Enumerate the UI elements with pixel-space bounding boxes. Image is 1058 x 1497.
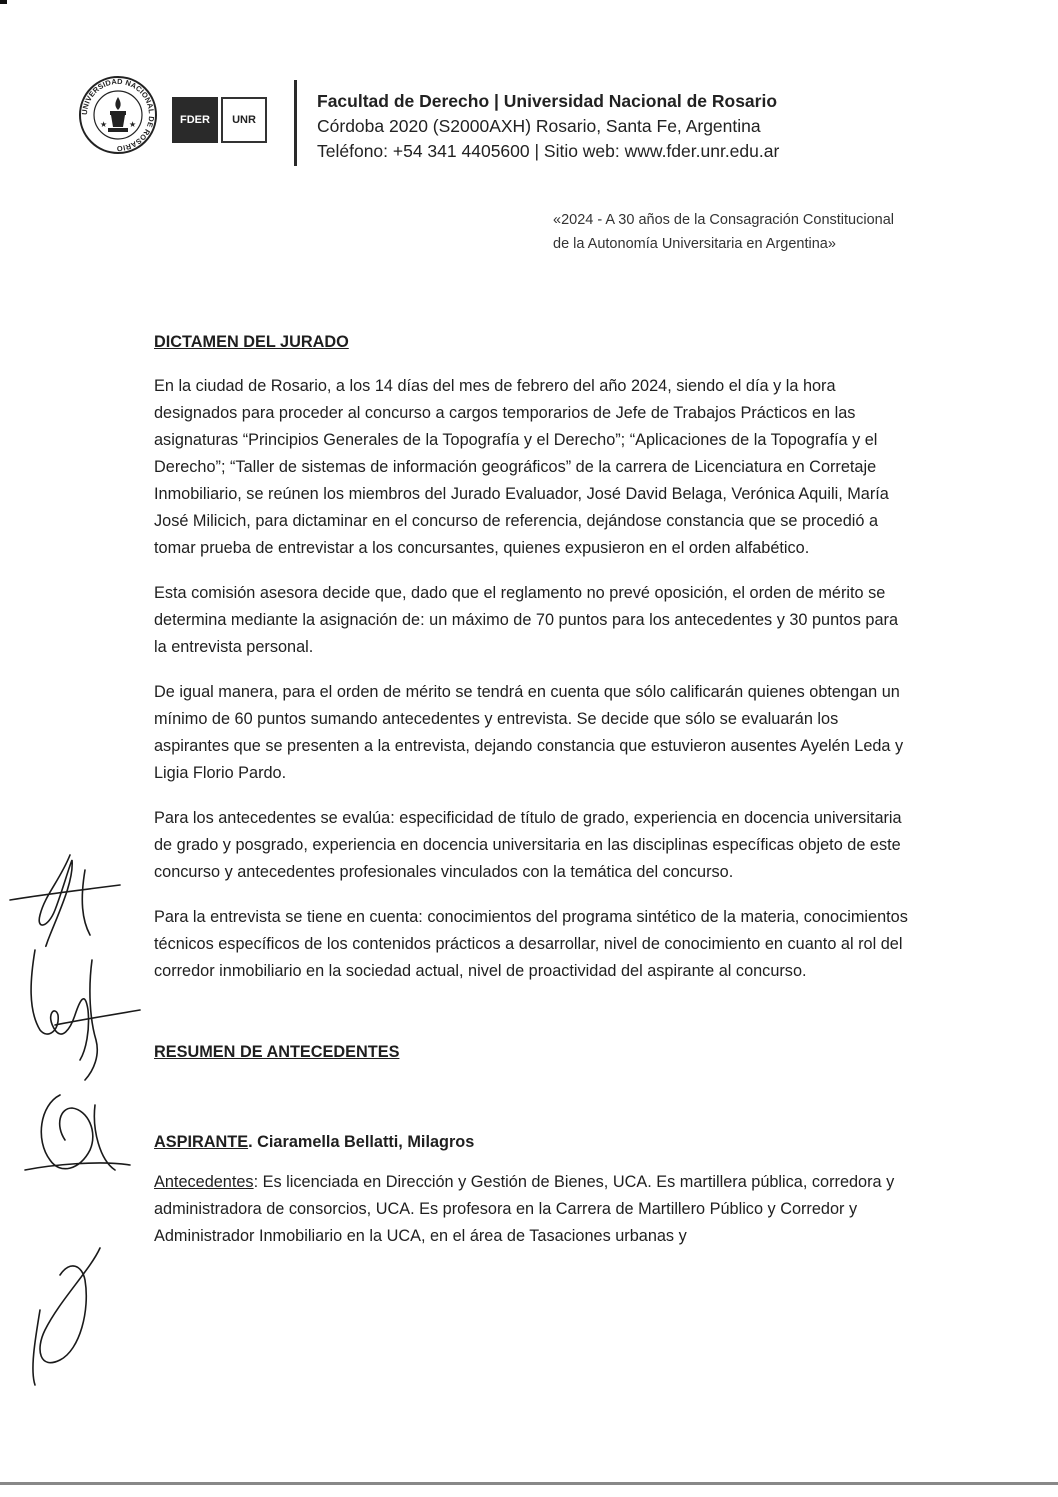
antecedentes-paragraph <box>154 1169 914 1250</box>
svg-text:★: ★ <box>100 120 108 129</box>
paragraph-entrevista-criteria: Para la entrevista se tiene en cuenta: conocimientos del programa sintético de la materia, conocimientos técnicos específicos de los contenidos prácticos a desarrollar, nivel de conocimiento en cuanto al rol del corredor inmobiliario en la sociedad actual, nivel de proactividad del aspirante al concurso. <box>154 908 908 980</box>
fder-logo: FDER <box>172 97 218 143</box>
signature-3-stroke-a <box>41 1095 93 1169</box>
header-divider <box>294 80 297 166</box>
scan-artifact <box>0 0 7 4</box>
signature-2-stroke-c <box>55 1010 140 1025</box>
unr-logo: UNR <box>221 97 267 143</box>
antecedentes-text: : Es licenciada en Dirección y Gestión de Bienes, UCA. Es martillera pública, corredora y administradora de consorcios, UCA. Es profesora en la Carrera de Martillero Público y Corredor y Administrador Inmobiliario en la UCA, en el área de Tasaciones urbanas y <box>154 1173 895 1245</box>
handwritten-signatures <box>0 840 160 1400</box>
document-body <box>154 330 914 1250</box>
signature-2-stroke-b <box>85 960 97 1080</box>
signature-4-stroke-a <box>40 1248 100 1363</box>
letterhead <box>317 89 779 164</box>
motto-line-2: de la Autonomía Universitaria en Argentina» <box>553 236 836 252</box>
paragraph-session: En la ciudad de Rosario, a los 14 días del mes de febrero del año 2024, siendo el día y la hora designados para proceder al concurso a cargos temporarios de Jefe de Trabajos Prácticos en las asignaturas “Principios Generales de la Topografía y el Derecho”; “Aplicaciones de la Topografía y el Derecho”; “Taller de sistemas de información geográficos” de la carrera de Licenciatura en Corretaje Inmobiliario, se reúnen los miembros del Jurado Evaluador, José David Belaga, Verónica Aquili, María José Milicich, para dictaminar en el concurso de referencia, dejándose constancia que se procedió a tomar prueba de entrevistar a los concursantes, quienes expusieron en el orden alfabético. <box>154 377 889 557</box>
motto-line-1: «2024 - A 30 años de la Consagración Constitucional <box>553 212 894 228</box>
signature-4-stroke-b <box>33 1310 40 1385</box>
institution-address: Córdoba 2020 (S2000AXH) Rosario, Santa Fe, Argentina <box>317 116 761 136</box>
resumen-title: RESUMEN DE ANTECEDENTES <box>154 1043 400 1061</box>
svg-text:★: ★ <box>129 120 137 129</box>
signature-3-stroke-b <box>94 1105 115 1170</box>
institution-name: Facultad de Derecho | Universidad Nacional de Rosario <box>317 91 778 111</box>
antecedentes-label: Antecedentes <box>154 1173 254 1191</box>
aspirante-label: ASPIRANTE <box>154 1133 249 1151</box>
signature-1-stroke-c <box>82 870 90 935</box>
dictamen-title: DICTAMEN DEL JURADO <box>154 333 349 351</box>
scan-page-edge <box>0 1482 1058 1485</box>
paragraph-scoring: Esta comisión asesora decide que, dado que el reglamento no prevé oposición, el orden de mérito se determina mediante la asignación de: un máximo de 70 puntos para los antecedentes y 30 puntos para la entrevista personal. <box>154 584 898 656</box>
signature-2-stroke-a <box>31 950 88 1060</box>
institution-contact: Teléfono: +54 341 4405600 | Sitio web: www.fder.unr.edu.ar <box>317 141 780 161</box>
aspirante-name: . Ciaramella Bellatti, Milagros <box>248 1133 475 1151</box>
year-motto <box>553 208 894 256</box>
university-seal <box>78 75 158 155</box>
paragraph-antecedentes-criteria: Para los antecedentes se evalúa: especificidad de título de grado, experiencia en docencia universitaria de grado y posgrado, experiencia en docencia universitaria en las disciplinas específicas objeto de este concurso y antecedentes profesionales vinculados con la temática del concurso. <box>154 809 902 881</box>
signature-1-stroke-a <box>39 855 72 946</box>
paragraph-minimum: De igual manera, para el orden de mérito se tendrá en cuenta que sólo calificarán quienes obtengan un mínimo de 60 puntos sumando antecedentes y entrevista. Se decide que sólo se evaluarán los aspirantes que se presenten a la entrevista, dejando constancia que estuvieron ausentes Ayelén Leda y Ligia Florio Pardo. <box>154 683 904 782</box>
seal-ring-text: UNIVERSIDAD NACIONAL DE ROSARIO <box>79 76 157 154</box>
aspirante-heading <box>154 1129 914 1156</box>
